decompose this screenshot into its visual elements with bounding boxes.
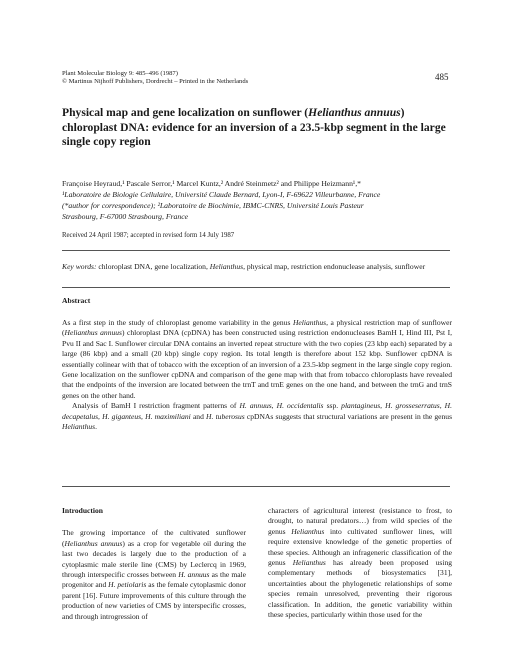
- intro-right-column: [268, 506, 452, 620]
- intro-left-column: [62, 506, 246, 622]
- received-dates: Received 24 April 1987; accepted in revised form 14 July 1987: [62, 232, 235, 239]
- keywords: Key words: chloroplast DNA, gene localization, Helianthus, physical map, restriction endonuclease analysis, sunflower: [62, 262, 426, 271]
- abstract-paragraph: Analysis of BamH I restriction fragment patterns of H. annuus, H. occidentalis ssp. plantagineus, H. grosseserratus, H. decapetalus, H. giganteus, H. maximiliani and H. tuberosus cpDNAs suggests that structural variations are present in the genus Helianthus.: [62, 401, 453, 432]
- abstract-body: [62, 318, 452, 432]
- divider: [62, 250, 450, 251]
- body-paragraph: characters of agricultural interest (resistance to frost, to drought, to natural predators…) from wild species of the genus Helianthus into cultivated sunflower lines, will require extensive knowledge of the genetic properties of these species. Although an infrageneric classification of the genus Helianthus has already been proposed using complementary methods of biosystematics [31], uncertainties about the phylogenetic relationships of some species remain unresolved, preventing their rigorous classification. In addition, the genetic variability within these species, particularly within those used for the: [268, 506, 452, 620]
- author-names: Françoise Heyraud,¹ Pascale Serror,¹ Marcel Kuntz,² André Steinmetz² and Philippe Heizmann¹,*: [62, 179, 361, 188]
- affiliation-line: ¹Laboratoire de Biologie Cellulaire, Université Claude Bernard, Lyon-I, F-69622 Villeurbanne, France: [62, 190, 381, 199]
- abstract-paragraph: As a first step in the study of chloroplast genome variability in the genus Helianthus, a physical restriction map of sunflower (Helianthus annuus) chloroplast DNA (cpDNA) has been constructed using restriction endonucleases BamH I, Hind III, Pst I, Pvu II and Sac I. Sunflower circular DNA contains an inverted repeat structure with the two copies (23 kbp each) separated by a large (86 kbp) and a small (20 kbp) single copy region. Its total length is therefore about 152 kbp. Sunflower cpDNA is essentially colinear with that of tobacco with the exception of an inversion of a 23.5-kbp segment in the large single copy region. Gene localization on the sunflower cpDNA and comparison of the gene map with that from tobacco chloroplasts have revealed that the endpoints of the inversion are located between the trnT and trnE genes on the one hand, and between the trnG and trnS genes on the other hand.: [62, 318, 452, 400]
- article-title: Physical map and gene localization on sunflower (Helianthus annuus) chloroplast DNA: evidence for an inversion of a 23.5-kbp segment in the large single copy region: [62, 106, 446, 149]
- author-block: [62, 178, 452, 222]
- intro-heading: Introduction: [62, 506, 103, 515]
- affiliation-line: (*author for correspondence); ²Laboratoire de Biochimie, IBMC-CNRS, Université Louis Pasteur: [62, 201, 364, 210]
- abstract-heading: Abstract: [62, 296, 91, 305]
- affiliation-line: Strasbourg, F-67000 Strasbourg, France: [62, 212, 189, 221]
- journal-citation: Plant Molecular Biology 9: 485–496 (1987): [62, 70, 178, 77]
- publisher-line: © Martinus Nijhoff Publishers, Dordrecht – Printed in the Netherlands: [62, 78, 249, 86]
- page-number: 485: [435, 72, 449, 82]
- body-paragraph: The growing importance of the cultivated sunflower (Helianthus annuus) as a crop for vegetable oil during the last two decades is largely due to the production of a cytoplasmic male sterile line (CMS) by Leclercq in 1969, through interspecific crosses between H. annuus as the male progenitor and H. petiolaris as the female cytoplasmic donor parent [16]. Future improvements of this culture through the production of new varieties of CMS by interspecific crosses, and through introgression of: [62, 528, 247, 621]
- divider: [62, 486, 450, 487]
- divider: [62, 287, 450, 288]
- journal-header: [62, 70, 248, 87]
